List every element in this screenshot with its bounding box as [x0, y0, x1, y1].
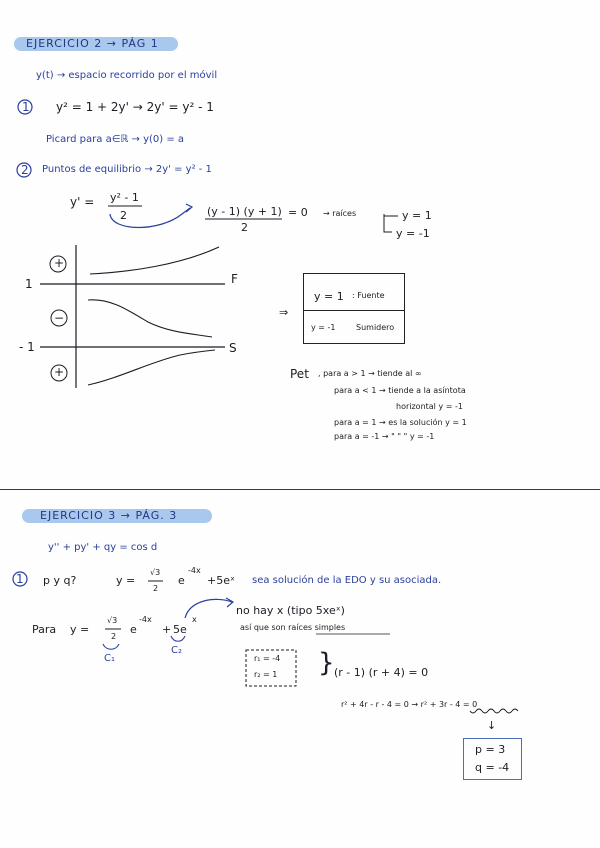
ex3-item1-circle	[13, 572, 27, 586]
plus-top-circle	[50, 256, 66, 272]
table-row1-right: : Fuente	[352, 291, 385, 300]
root-one: y = 1	[402, 209, 432, 222]
ex3-item1-question: p y q?	[43, 574, 77, 587]
roots-dashed-box	[246, 650, 296, 686]
factored-equals-zero: = 0	[288, 206, 308, 219]
ex2-header: EJERCICIO 2 → PÁG 1	[26, 37, 159, 50]
ex3-item1-tail: +5eˣ	[207, 574, 235, 587]
para-label: Para	[32, 623, 57, 636]
pet-lead: Pet	[290, 367, 309, 381]
brace: }	[318, 648, 335, 678]
note-line2: así que son raíces simples	[240, 623, 346, 632]
para-plus: +	[162, 623, 172, 636]
phase-label-S: S	[229, 341, 237, 355]
label-c2: C₂	[171, 645, 182, 656]
table-implication-arrow: ⇒	[279, 306, 289, 319]
root-r2: r₂ = 1	[254, 670, 278, 679]
root-r1: r₁ = -4	[254, 654, 281, 663]
factor-arrow	[110, 208, 190, 228]
curve-below	[88, 350, 215, 385]
answer-arrow: ↓	[487, 719, 497, 732]
label-c1: C₁	[104, 653, 115, 664]
ex2-item1-number: 1	[22, 100, 30, 114]
root-product: (r - 1) (r + 4) = 0	[334, 666, 429, 679]
yprime-numerator: y² - 1	[110, 191, 139, 204]
table-row1-left: y = 1	[314, 290, 344, 303]
para-exp: e	[130, 623, 137, 636]
curve-between	[88, 300, 212, 337]
ex3-item1-number: 1	[16, 572, 24, 586]
plus-bottom-circle	[51, 365, 67, 381]
yprime-lhs: y' =	[70, 195, 95, 209]
para-y: y =	[70, 623, 90, 636]
curve-above	[90, 247, 219, 274]
ex3-item1-exp: e	[178, 574, 185, 587]
factored-denominator: 2	[241, 221, 248, 234]
para-coef-num: √3	[107, 616, 118, 625]
ex2-item2-circle	[17, 163, 31, 177]
phase-region-plus-top: +	[54, 256, 65, 270]
ex2-item1-circle	[18, 100, 32, 114]
ex2-y-definition: y(t) → espacio recorrido por el móvil	[36, 70, 218, 81]
para-second: 5e	[173, 623, 187, 636]
answer-q: q = -4	[475, 761, 510, 774]
phase-region-plus-bottom: +	[54, 365, 65, 379]
table-row2-right: Sumidero	[356, 323, 395, 332]
ex3-ode: y'' + py' + qy = cos d	[48, 542, 158, 553]
pet-line2a: para a < 1 → tiende a la asíntota	[334, 386, 466, 395]
ex2-picard-condition: Picard para a∈ℝ → y(0) = a	[46, 134, 185, 145]
ex2-item2-text: Puntos de equilibrio → 2y' = y² - 1	[42, 164, 212, 175]
ex3-item1-y: y =	[116, 574, 136, 587]
ex3-item1-description: sea solución de la EDO y su asociada.	[252, 575, 442, 586]
pet-line3: para a = 1 → es la solución y = 1	[334, 418, 467, 427]
raices-label: → raíces	[323, 209, 357, 218]
pet-line1: , para a > 1 → tiende al ∞	[318, 369, 422, 378]
minus-circle	[51, 310, 67, 326]
answer-p: p = 3	[475, 743, 506, 756]
yprime-denominator: 2	[120, 209, 127, 222]
expansion: r² + 4r - r - 4 = 0 → r² + 3r - 4 = 0	[341, 700, 478, 709]
para-exp-sup: -4x	[139, 615, 152, 624]
phase-label-minus-one: - 1	[19, 340, 35, 354]
pet-line2b: horizontal y = -1	[396, 402, 463, 411]
ex2-item2-number: 2	[21, 163, 29, 177]
pet-line4: para a = -1 → " " " y = -1	[334, 432, 435, 441]
ex2-item1-equation: y² = 1 + 2y' → 2y' = y² - 1	[56, 100, 214, 114]
table-row2-left: y = -1	[311, 323, 336, 332]
ex3-item1-coef-den: 2	[153, 584, 159, 593]
phase-label-F: F	[231, 272, 238, 286]
ex3-header: EJERCICIO 3 → PÁG. 3	[40, 509, 178, 522]
para-coef-den: 2	[111, 632, 117, 641]
note-line1: no hay x (tipo 5xeˣ)	[236, 604, 345, 617]
ex3-item1-exp-sup: -4x	[188, 566, 201, 575]
ex3-item1-coef-num: √3	[150, 568, 161, 577]
root-minus-one: y = -1	[396, 227, 430, 240]
para-second-sup: x	[192, 615, 197, 624]
phase-region-minus: −	[54, 311, 65, 325]
phase-label-one: 1	[25, 277, 33, 291]
factored-numerator: (y - 1) (y + 1)	[207, 205, 282, 218]
